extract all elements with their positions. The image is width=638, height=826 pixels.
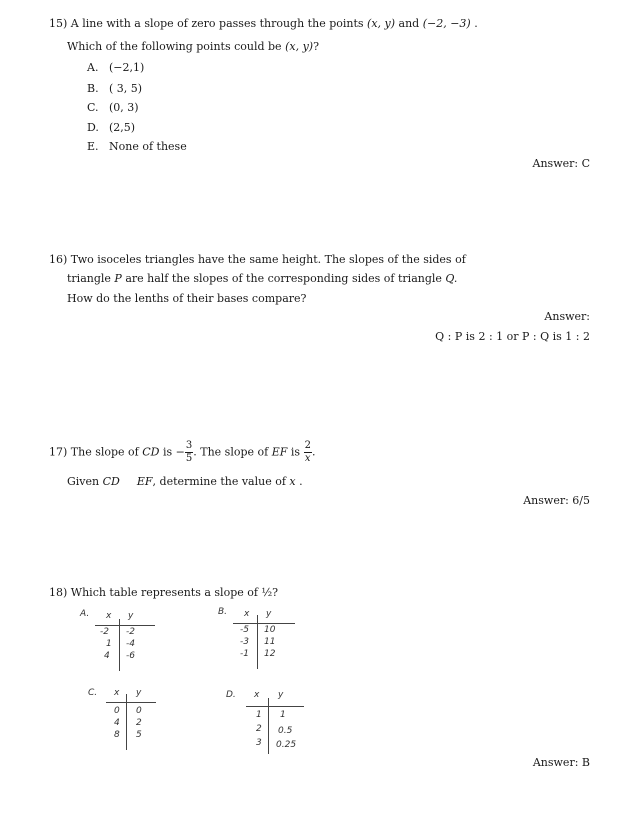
table-vertical-rule [257,615,258,669]
table-horizontal-rule [95,625,155,626]
table-cell: 0.5 [278,726,293,736]
q18-question: 18) Which table represents a slope of ½? [49,586,278,599]
table-c [88,686,198,756]
option-text: (−2,1) [109,61,145,74]
q17-given: Given [67,475,100,488]
table-d [226,688,336,758]
q15-text2: Which of the following points could be [67,40,282,53]
q15-option-b [87,82,142,95]
table-horizontal-rule [233,623,295,624]
table-label: B. [218,607,228,617]
table-cell: -1 [240,649,249,659]
q17-neg: − [175,445,185,459]
option-letter: A. [87,61,99,74]
q17-fraction-1 [185,441,193,464]
table-cell: 0.25 [276,740,297,750]
table-cell: 2 [256,724,262,734]
q15-and: and [398,17,420,30]
q15-option-d [87,121,135,134]
table-a [80,605,190,675]
table-cell: 1 [256,710,262,720]
table-header-y: y [266,609,272,619]
table-cell: 10 [264,625,276,635]
table-cell: 0 [136,706,142,716]
q17-cd: CD [142,445,160,459]
table-cell: 2 [136,718,142,728]
table-label: A. [80,609,90,619]
table-cell: 4 [104,651,110,661]
q16-line2 [67,272,457,285]
q17-line1 [49,441,315,464]
q17-ef: EF [271,445,288,459]
q15-dot: . [474,17,478,30]
table-horizontal-rule [246,706,304,707]
q17-x: x [289,475,296,488]
q15-point-xy: (x, y) [367,17,396,30]
q16-triangle-q: Q. [445,272,458,285]
table-vertical-rule [268,698,269,754]
option-text: (0, 3) [109,101,139,114]
fraction-denominator: 5 [185,453,193,464]
table-vertical-rule [126,694,127,750]
q17-is2: is [290,445,301,459]
table-header-x: x [244,609,250,619]
q15-point-given: (−2, −3) [422,17,471,30]
table-cell: -5 [240,625,249,635]
option-text: None of these [109,140,187,153]
table-label: D. [226,690,236,700]
q17-fraction-2 [304,441,312,464]
table-cell: 4 [114,718,120,728]
q15-option-a [87,61,144,74]
q16-text: triangle [67,272,111,285]
q17-end2: . [299,475,303,488]
table-cell: 5 [136,730,142,740]
q17-mid: . The slope of [193,445,269,459]
table-cell: 3 [256,738,262,748]
q15-option-e [87,140,187,153]
q16-answer-label: Answer: [544,310,590,323]
table-header-y: y [278,690,284,700]
table-cell: 0 [114,706,120,716]
q15-point-xy-2: (x, y) [285,40,314,53]
table-vertical-rule [119,619,120,671]
table-horizontal-rule [106,702,156,703]
fraction-numerator: 3 [185,440,193,451]
q15-qmark: ? [313,40,319,53]
q15-text: 15) A line with a slope of zero passes through the points [49,17,364,30]
table-label: C. [88,688,98,698]
table-cell: 11 [264,637,276,647]
table-header-x: x [106,611,112,621]
table-header-x: x [114,688,120,698]
option-letter: D. [87,121,99,134]
option-letter: C. [87,101,99,114]
q17-answer: Answer: 6/5 [523,494,590,507]
q16-line1: 16) Two isoceles triangles have the same height. The slopes of the sides of [49,253,466,266]
table-header-x: x [254,690,260,700]
q17-end: . [311,445,316,459]
table-cell: -4 [126,639,135,649]
q15-option-c [87,101,139,114]
option-text: ( 3, 5) [109,82,143,95]
fraction-denominator: x [304,453,311,464]
table-cell: 1 [106,639,112,649]
q17-cd-2: CD [102,475,120,488]
table-cell: -3 [240,637,249,647]
q16-line3: How do the lenths of their bases compare? [67,292,307,305]
q18-answer: Answer: B [532,756,590,769]
q17-text: 17) The slope of [49,445,139,459]
q15-answer: Answer: C [532,157,590,170]
q17-is: is [163,445,173,459]
q17-text2: , determine the value of [152,475,286,488]
table-cell: 1 [280,710,286,720]
table-cell: -2 [126,627,135,637]
table-cell: -2 [100,627,109,637]
q15-line2 [67,40,319,53]
q15-line1 [49,17,478,30]
option-text: (2,5) [109,121,136,134]
table-b [218,605,328,675]
q17-ef-2: EF [136,475,153,488]
q16-triangle-p: P [114,272,122,285]
table-header-y: y [136,688,142,698]
table-cell: 12 [264,649,276,659]
q16-answer-text: Q : P is 2 : 1 or P : Q is 1 : 2 [435,330,590,343]
table-cell: -6 [126,651,135,661]
option-letter: B. [87,82,99,95]
option-letter: E. [87,140,99,153]
q17-line2 [67,475,303,488]
table-cell: 8 [114,730,120,740]
table-header-y: y [128,611,134,621]
q16-text-mid: are half the slopes of the corresponding sides of triangle [125,272,442,285]
fraction-numerator: 2 [304,440,311,451]
